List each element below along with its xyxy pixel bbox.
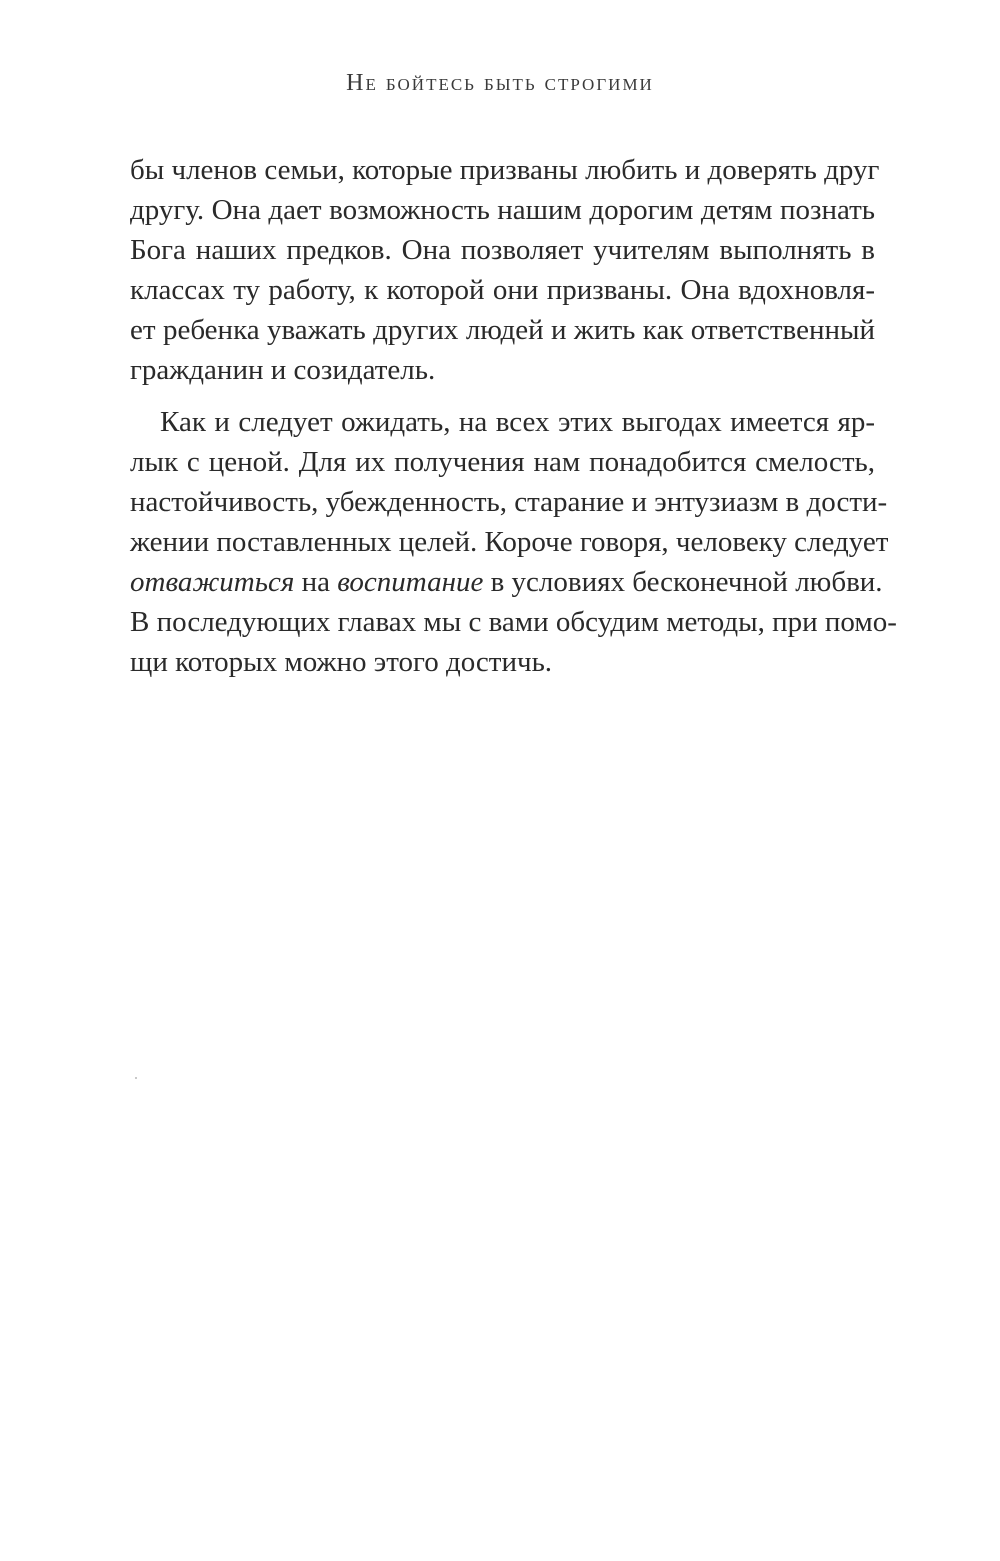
text-line: лык с ценой. Для их получения нам понадобится смелость,: [130, 446, 875, 478]
text-line-mixed: [130, 562, 883, 602]
text-fragment: на: [294, 566, 338, 598]
text-line: настойчивость, убежденность, старание и энтузиазм в дости-: [130, 486, 888, 518]
paragraph-2: [130, 402, 897, 682]
text-line: Бога наших предков. Она позволяет учителям выполнять в: [130, 234, 875, 266]
running-title: Не бойтесь быть строгими: [346, 70, 654, 96]
italic-word: воспитание: [337, 566, 484, 598]
paragraph-1: [130, 150, 880, 390]
text-line: другу. Она дает возможность нашим дорогим детям познать: [130, 194, 875, 226]
text-fragment: в условиях бесконечной любви.: [483, 566, 883, 598]
text-line: классах ту работу, к которой они призваны. Она вдохновля-: [130, 274, 875, 306]
text-line: жении поставленных целей. Короче говоря, человеку следует: [130, 526, 889, 558]
text-line: гражданин и созидатель.: [130, 354, 436, 386]
text-line: бы членов семьи, которые призваны любить и доверять друг: [130, 154, 880, 186]
text-line: В последующих главах мы с вами обсудим методы, при помо-: [130, 606, 897, 638]
body-text: [130, 150, 897, 682]
text-line: ет ребенка уважать других людей и жить как ответственный: [130, 314, 875, 346]
italic-word: отважиться: [130, 566, 295, 598]
text-line: щи которых можно этого достичь.: [130, 646, 553, 678]
scan-speck: [135, 1077, 137, 1079]
text-line: Как и следует ожидать, на всех этих выгодах имеется яр-: [160, 406, 875, 438]
